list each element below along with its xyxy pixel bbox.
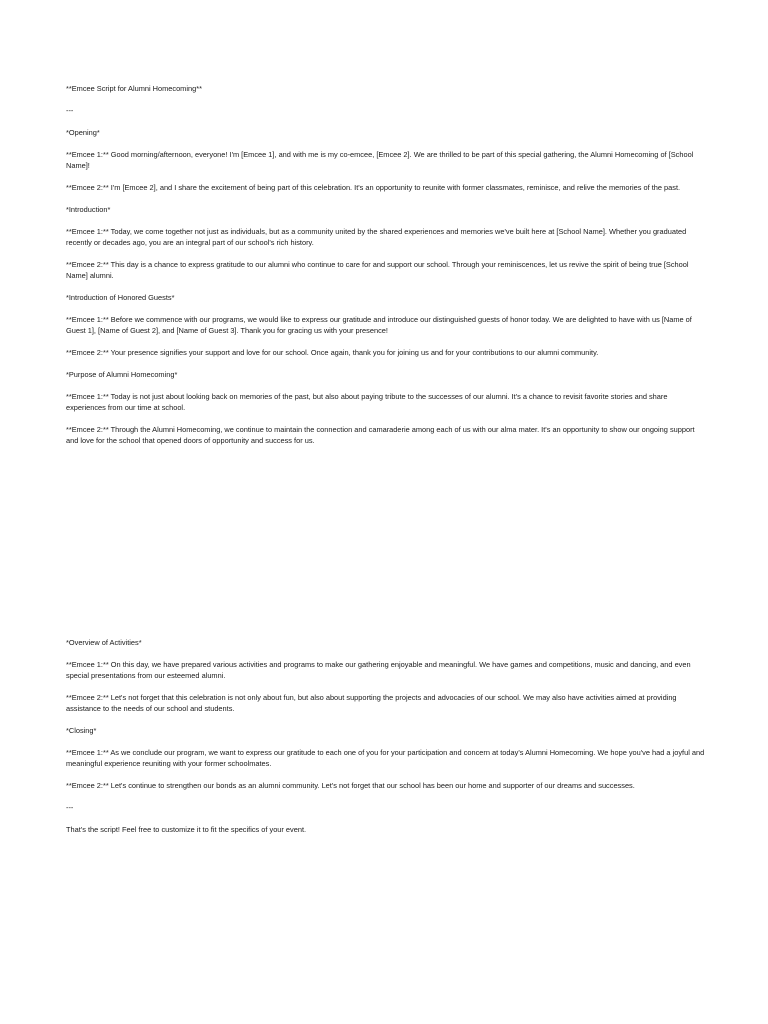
script-paragraph: **Emcee Script for Alumni Homecoming**: [66, 84, 202, 93]
script-paragraph: **Emcee 2:** Your presence signifies your support and love for our school. Once again, thank you for joining us and for your contributions to our alumni community.: [66, 348, 599, 357]
script-paragraph: **Emcee 1:** As we conclude our program, we want to express our gratitude to each one of you for your participation and concern at today's Alumni Homecoming. We hope you've had a joyful and meaningful experience reuniting with your former schoolmates.: [66, 748, 705, 768]
script-paragraph: **Emcee 1:** Today is not just about looking back on memories of the past, but also about paying tribute to the successes of our alumni. It's a chance to revisit favorite stories and share experiences from our time at school.: [66, 392, 668, 412]
script-section-bottom: [66, 637, 706, 835]
script-paragraph: *Introduction*: [66, 205, 111, 214]
script-paragraph: *Closing*: [66, 726, 97, 735]
script-paragraph: **Emcee 2:** Let's continue to strengthen our bonds as an alumni community. Let's not forget that our school has been our home and supporter of our dreams and successes.: [66, 781, 635, 790]
script-paragraph: ---: [66, 106, 74, 115]
script-paragraph: **Emcee 1:** On this day, we have prepared various activities and programs to make our gathering enjoyable and meaningful. We have games and competitions, music and dancing, and even special presentations from our esteemed alumni.: [66, 660, 691, 680]
script-section-top: [66, 83, 706, 446]
script-paragraph: **Emcee 2:** Let's not forget that this celebration is not only about fun, but also about supporting the projects and advocacies of our school. We may also have activities aimed at providing assistance to the needs of our school and students.: [66, 693, 677, 713]
script-paragraph: ---: [66, 803, 74, 812]
script-paragraph: That's the script! Feel free to customize it to fit the specifics of your event.: [66, 825, 307, 834]
script-paragraph: **Emcee 2:** I'm [Emcee 2], and I share the excitement of being part of this celebration. It's an opportunity to reunite with former classmates, reminisce, and relive the memories of the past.: [66, 183, 681, 192]
script-paragraph: **Emcee 2:** Through the Alumni Homecoming, we continue to maintain the connection and camaraderie among each of us with our alma mater. It's an opportunity to show our ongoing support and love for the school that opened doors of opportunity and success for us.: [66, 425, 695, 445]
script-paragraph: *Purpose of Alumni Homecoming*: [66, 370, 178, 379]
script-paragraph: **Emcee 1:** Good morning/afternoon, everyone! I'm [Emcee 1], and with me is my co-emcee, [Emcee 2]. We are thrilled to be part of this special gathering, the Alumni Homecoming of [School Name]!: [66, 150, 694, 170]
script-paragraph: **Emcee 2:** This day is a chance to express gratitude to our alumni who continue to care for and support our school. Through your reminiscences, let us revive the spirit of being true [School Name] alumni.: [66, 260, 689, 280]
script-paragraph: **Emcee 1:** Before we commence with our programs, we would like to express our gratitude and introduce our distinguished guests of honor today. We are delighted to have with us [Name of Guest 1], [Name of Guest 2], and [Name of Guest 3]. Thank you for gracing us with your presence!: [66, 315, 692, 335]
script-paragraph: *Introduction of Honored Guests*: [66, 293, 175, 302]
script-paragraph: *Opening*: [66, 128, 100, 137]
script-paragraph: *Overview of Activities*: [66, 638, 142, 647]
script-paragraph: **Emcee 1:** Today, we come together not just as individuals, but as a community united by the shared experiences and memories we've built here at [School Name]. Whether you graduated recently or decades ago, you are an integral part of our school's rich history.: [66, 227, 687, 247]
